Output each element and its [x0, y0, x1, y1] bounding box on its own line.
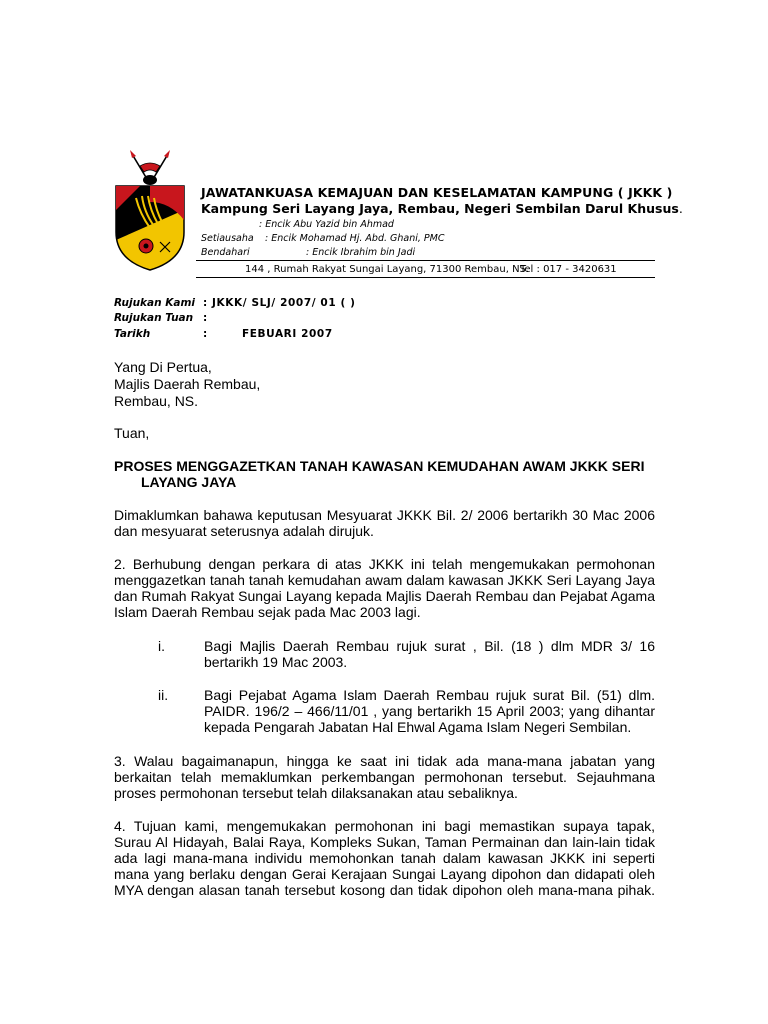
secretary-value: : Encik Mohamad Hj. Abd. Ghani, PMC — [265, 233, 445, 244]
our-ref-value: : JKKK/ SLJ/ 2007/ 01 ( ) — [203, 297, 356, 309]
paragraph-2-line: Islam Daerah Rembau sejak pada Mac 2003 lagi. — [114, 604, 421, 620]
postal-address: 144 , Rumah Rakyat Sungai Layang, 71300 Rembau, NS. — [245, 264, 530, 275]
your-ref-value: : — [203, 312, 208, 324]
paragraph-4-line: 4. Tujuan kami, mengemukakan permohonan ini bagi memastikan supaya tapak, — [114, 818, 655, 834]
item-ii-line: PAIDR. 196/2 – 466/11/01 , yang bertarikh 15 April 2003; yang dihantar — [204, 703, 655, 719]
date-label: Tarikh — [114, 328, 151, 340]
paragraph-3-line: proses permohonan tersebut telah dilaksanakan atau sebaliknya. — [114, 785, 518, 801]
organization-name: JAWATANKUASA KEMAJUAN DAN KESELAMATAN KAMPUNG ( JKKK ) — [201, 185, 673, 200]
paragraph-3-line: 3. Walau bagaimanapun, hingga ke saat ini tidak ada mana-mana jabatan yang — [114, 753, 655, 769]
treasurer-label: Bendahari — [201, 247, 250, 258]
paragraph-1-line: dan mesyuarat seterusnya adalah dirujuk. — [114, 523, 374, 539]
recipient-line: Yang Di Pertua, — [114, 359, 212, 375]
paragraph-2-line: dan Rumah Rakyat Sungai Layang kepada Majlis Daerah Rembau dan Pejabat Agama — [114, 588, 655, 604]
subject-line: LAYANG JAYA — [141, 474, 237, 490]
our-ref-label: Rujukan Kami — [114, 297, 196, 309]
treasurer-value: : Encik Ibrahim bin Jadi — [306, 247, 416, 258]
item-i-line: Bagi Majlis Daerah Rembau rujuk surat , Bil. (18 ) dlm MDR 3/ 16 — [204, 638, 655, 654]
item-i-line: bertarikh 19 Mac 2003. — [204, 654, 348, 670]
paragraph-1-line: Dimaklumkan bahawa keputusan Mesyuarat JKKK Bil. 2/ 2006 bertarikh 30 Mac 2006 — [114, 507, 655, 523]
subject-line: PROSES MENGGAZETKAN TANAH KAWASAN KEMUDAHAN AWAM JKKK SERI — [114, 458, 645, 474]
recipient-line: Rembau, NS. — [114, 393, 199, 409]
recipient-line: Majlis Daerah Rembau, — [114, 376, 261, 392]
location-dot: . — [678, 201, 683, 216]
header-top-rule — [196, 260, 655, 261]
phone-number: Tel : 017 - 3420631 — [520, 264, 617, 275]
date-colon: : — [203, 328, 208, 340]
location-text: Kampung Seri Layang Jaya, Rembau, Negeri Sembilan Darul Khusus — [201, 201, 679, 216]
paragraph-4-line: MYA dengan alasan tanah tersebut kosong dan tidak dipohon oleh mana-mana pihak. — [114, 882, 655, 898]
negeri-sembilan-crest-logo — [110, 150, 190, 272]
paragraph-2-line: menggazetkan tanah tanah kemudahan awam dalam kawasan JKKK Seri Layang Jaya — [114, 572, 655, 588]
item-ii-marker: ii. — [158, 687, 169, 703]
secretary-label: Setiausaha — [201, 233, 254, 244]
salutation: Tuan, — [114, 425, 150, 441]
item-i-marker: i. — [158, 638, 165, 654]
paragraph-2-line: 2. Berhubung dengan perkara di atas JKKK ini telah mengemukakan permohonan — [114, 556, 655, 572]
item-ii-line: Bagi Pejabat Agama Islam Daerah Rembau rujuk surat Bil. (51) dlm. — [204, 687, 655, 703]
paragraph-3-line: berkaitan telah memaklumkan perkembangan permohonan tersebut. Sejauhmana — [114, 769, 655, 785]
paragraph-4-line: mana yang berlaku dengan Gerai Kerajaan Sungai Layang dipohon dan didapati oleh — [114, 866, 655, 882]
date-value: FEBUARI 2007 — [242, 328, 333, 340]
paragraph-4-line: ada lagi mana-mana individu memohonkan tanah dalam kawasan JKKK ini seperti — [114, 850, 655, 866]
organization-location — [201, 201, 683, 216]
paragraph-4-line: Surau Al Hidayah, Balai Raya, Kompleks Sukan, Taman Permainan dan lain-lain tidak — [114, 834, 655, 850]
header-bottom-rule — [196, 277, 655, 278]
item-ii-line: kepada Pengarah Jabatan Hal Ehwal Agama Islam Negeri Sembilan. — [204, 719, 632, 735]
your-ref-label: Rujukan Tuan — [114, 312, 194, 324]
chairman-value: : Encik Abu Yazid bin Ahmad — [259, 219, 394, 230]
